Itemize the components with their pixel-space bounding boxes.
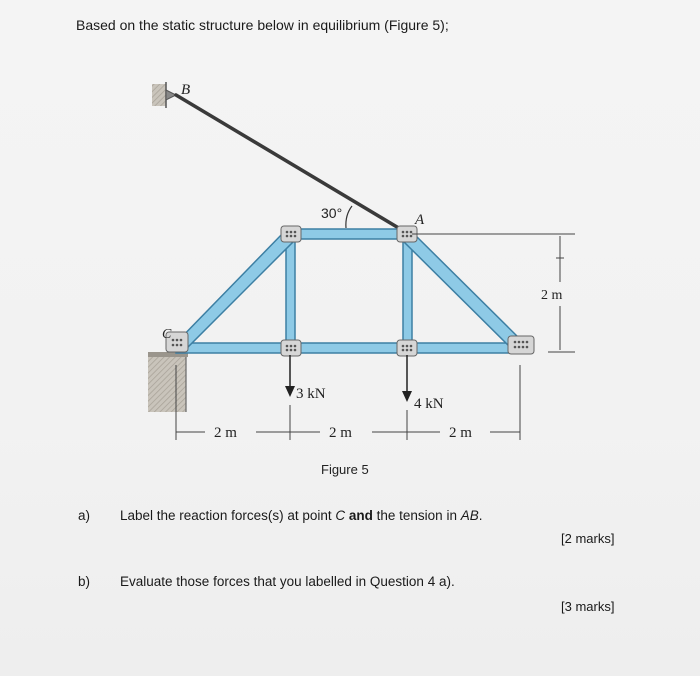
gusset-plates	[166, 226, 534, 356]
question-a-marks: [2 marks]	[561, 531, 615, 546]
question-b-letter: b)	[78, 574, 91, 589]
question-a-member: AB	[460, 508, 479, 523]
question-b-marks: [3 marks]	[561, 599, 615, 614]
vertical-member-left	[286, 236, 295, 346]
load-label-4kn: 4 kN	[414, 396, 444, 412]
angle-label: 30°	[321, 205, 343, 221]
cable-ab	[176, 95, 407, 233]
question-a-text-start: Label the reaction forces(s) at point	[120, 508, 336, 523]
truss-members	[175, 229, 522, 353]
label-c: C	[162, 327, 172, 342]
top-chord	[290, 229, 408, 239]
question-b-text: Evaluate those forces that you labelled in Question 4 a).	[120, 574, 455, 589]
label-a: A	[415, 212, 425, 228]
height-dimension-label: 2 m	[541, 288, 563, 303]
vertical-member-right	[403, 236, 412, 346]
load-arrow-4kn	[402, 355, 412, 402]
angle-arc	[346, 206, 352, 228]
span-label-1: 2 m	[214, 425, 237, 441]
question-a-text-mid: the tension in	[376, 508, 461, 523]
question-a-text-end: .	[478, 508, 483, 523]
question-a-and: and	[345, 508, 377, 523]
question-a-letter: a)	[78, 508, 91, 523]
question-a-text	[120, 508, 482, 523]
wall-support-b	[152, 82, 176, 108]
figure-caption: Figure 5	[321, 462, 369, 477]
bottom-chord	[176, 343, 520, 353]
intro-text: Based on the static structure below in equilibrium (Figure 5);	[76, 17, 449, 33]
span-label-3: 2 m	[449, 425, 472, 441]
diagonal-member-left	[175, 231, 295, 350]
gusset-rivets	[172, 231, 529, 352]
label-b: B	[181, 82, 191, 98]
load-label-3kn: 3 kN	[296, 386, 326, 402]
question-a-point: C	[335, 508, 346, 523]
load-arrow-3kn	[285, 355, 295, 397]
diagonal-member-right	[401, 230, 522, 350]
span-label-2: 2 m	[329, 425, 352, 441]
